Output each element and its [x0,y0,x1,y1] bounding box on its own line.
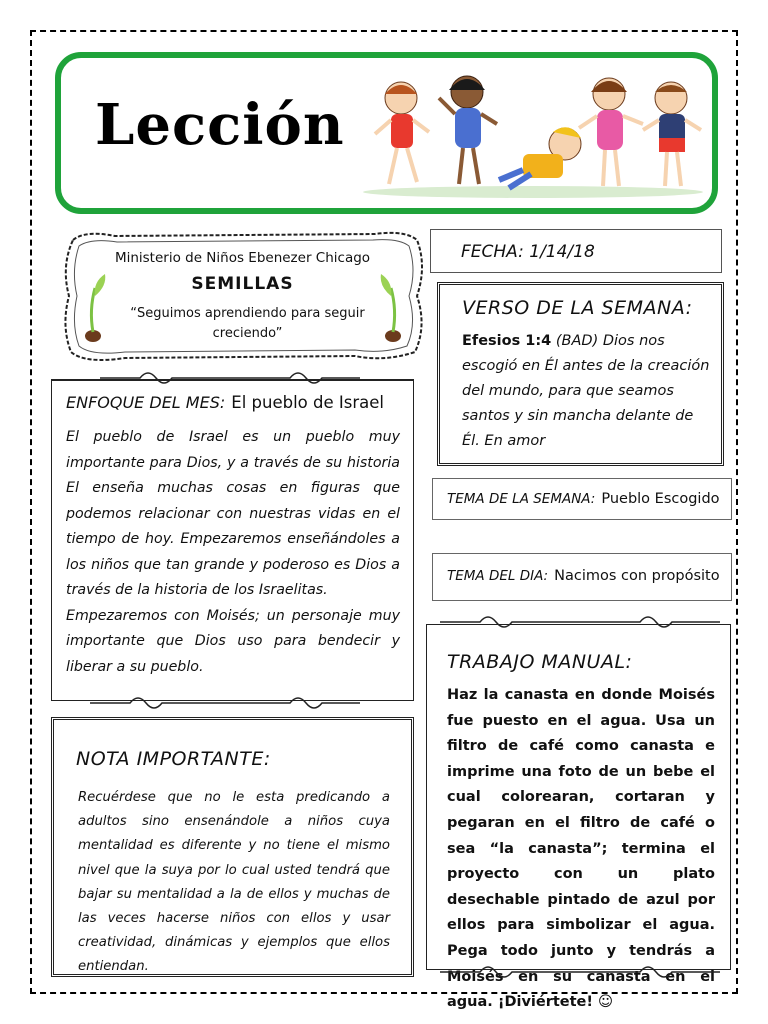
craft-body: Haz la canasta en donde Moisés fue puesto en el agua. Usa un filtro de café como canasta e imprime una foto de un bebe el cual colorearan, cortaran y pegaran en el filtro de café o sea “la canasta”; termina el proyecto con un plato desechable pintado de azul por ellos para simbolizar el agua. Pega todo junto y tendrás a Moisés en su canasta en el agua. ¡Diviértete! ☺ [447,687,715,1011]
monthly-focus-body [66,425,400,680]
verse-text: Dios nos escogió en Él antes de la creación del mundo, para que seamos santos y sin mancha delante de Él. En amor [462,333,710,449]
monthly-focus-label: ENFOQUE DEL MES: [66,393,226,412]
kid-4 [579,78,643,186]
monthly-focus-heading [66,393,384,412]
daily-theme-value: Nacimos con propósito [554,568,720,584]
swirl-divider [440,612,720,632]
date-text: FECHA: 1/14/18 [461,242,595,262]
ministry-motto: “Seguimos aprendiendo para seguir creciendo” [130,306,365,341]
monthly-focus-box [51,379,414,701]
verse-reference: Efesios 1:4 [462,333,552,349]
monthly-focus-paragraph-1: El pueblo de Israel es un pueblo muy importante para Dios, y a través de su historia El enseña muchas cosas en figuras que podemos relacionar con nuestras vidas en el tiempo de hoy. Empezaremos enseñándoles a los niños que tan grande y poderoso es Dios a través de la historia de los Israelitas. [66,429,400,598]
ministry-banner [55,226,430,366]
kid-2 [439,76,497,184]
important-note-box [51,717,414,977]
important-note-body: Recuérdese que no le esta predicando a adultos sino ensenándole a niños cuya mentalidad es diferente y no tiene el mismo nivel que la suya por lo cual usted tendrá que bajar su mentalidad a la de ellos y muchas de las veces hacerse niños con ellos y usar creatividad, dinámicas y ejemplos que ellos entiendan. [78,790,390,975]
header-banner [55,52,718,214]
weekly-theme-box [432,478,732,520]
craft-box [426,624,731,1011]
ministry-name: Ministerio de Niños Ebenezer Chicago [114,250,371,266]
program-name: SEMILLAS [191,274,294,294]
swirl-divider [440,962,720,982]
daily-theme-box [432,553,732,601]
important-note-heading: NOTA IMPORTANTE: [76,748,271,770]
swirl-divider [90,693,360,713]
kid-5 [643,82,701,186]
kid-3 [499,127,581,188]
monthly-focus-paragraph-2: Empezaremos con Moisés; un personaje muy importante que Dios uso para bendecir y liberar a su pueblo. [66,607,400,675]
verse-version: (BAD) [555,333,599,349]
daily-theme [447,568,720,584]
swirl-divider [100,368,360,388]
daily-theme-label: TEMA DEL DIA: [447,568,549,584]
weekly-theme [447,491,720,507]
monthly-focus-value: El pueblo de Israel [231,393,384,412]
children-illustration [353,64,713,204]
date-box [430,229,722,273]
craft-heading: TRABAJO MANUAL: [447,651,633,673]
kid-1 [375,82,429,184]
weekly-theme-label: TEMA DE LA SEMANA: [447,491,596,507]
verse-heading: VERSO DE LA SEMANA: [462,297,693,319]
rope-frame [55,226,430,366]
page-title: Lección [95,92,345,158]
verse-body [462,329,714,454]
weekly-theme-value: Pueblo Escogido [601,491,720,507]
weekly-verse-box [437,282,724,466]
